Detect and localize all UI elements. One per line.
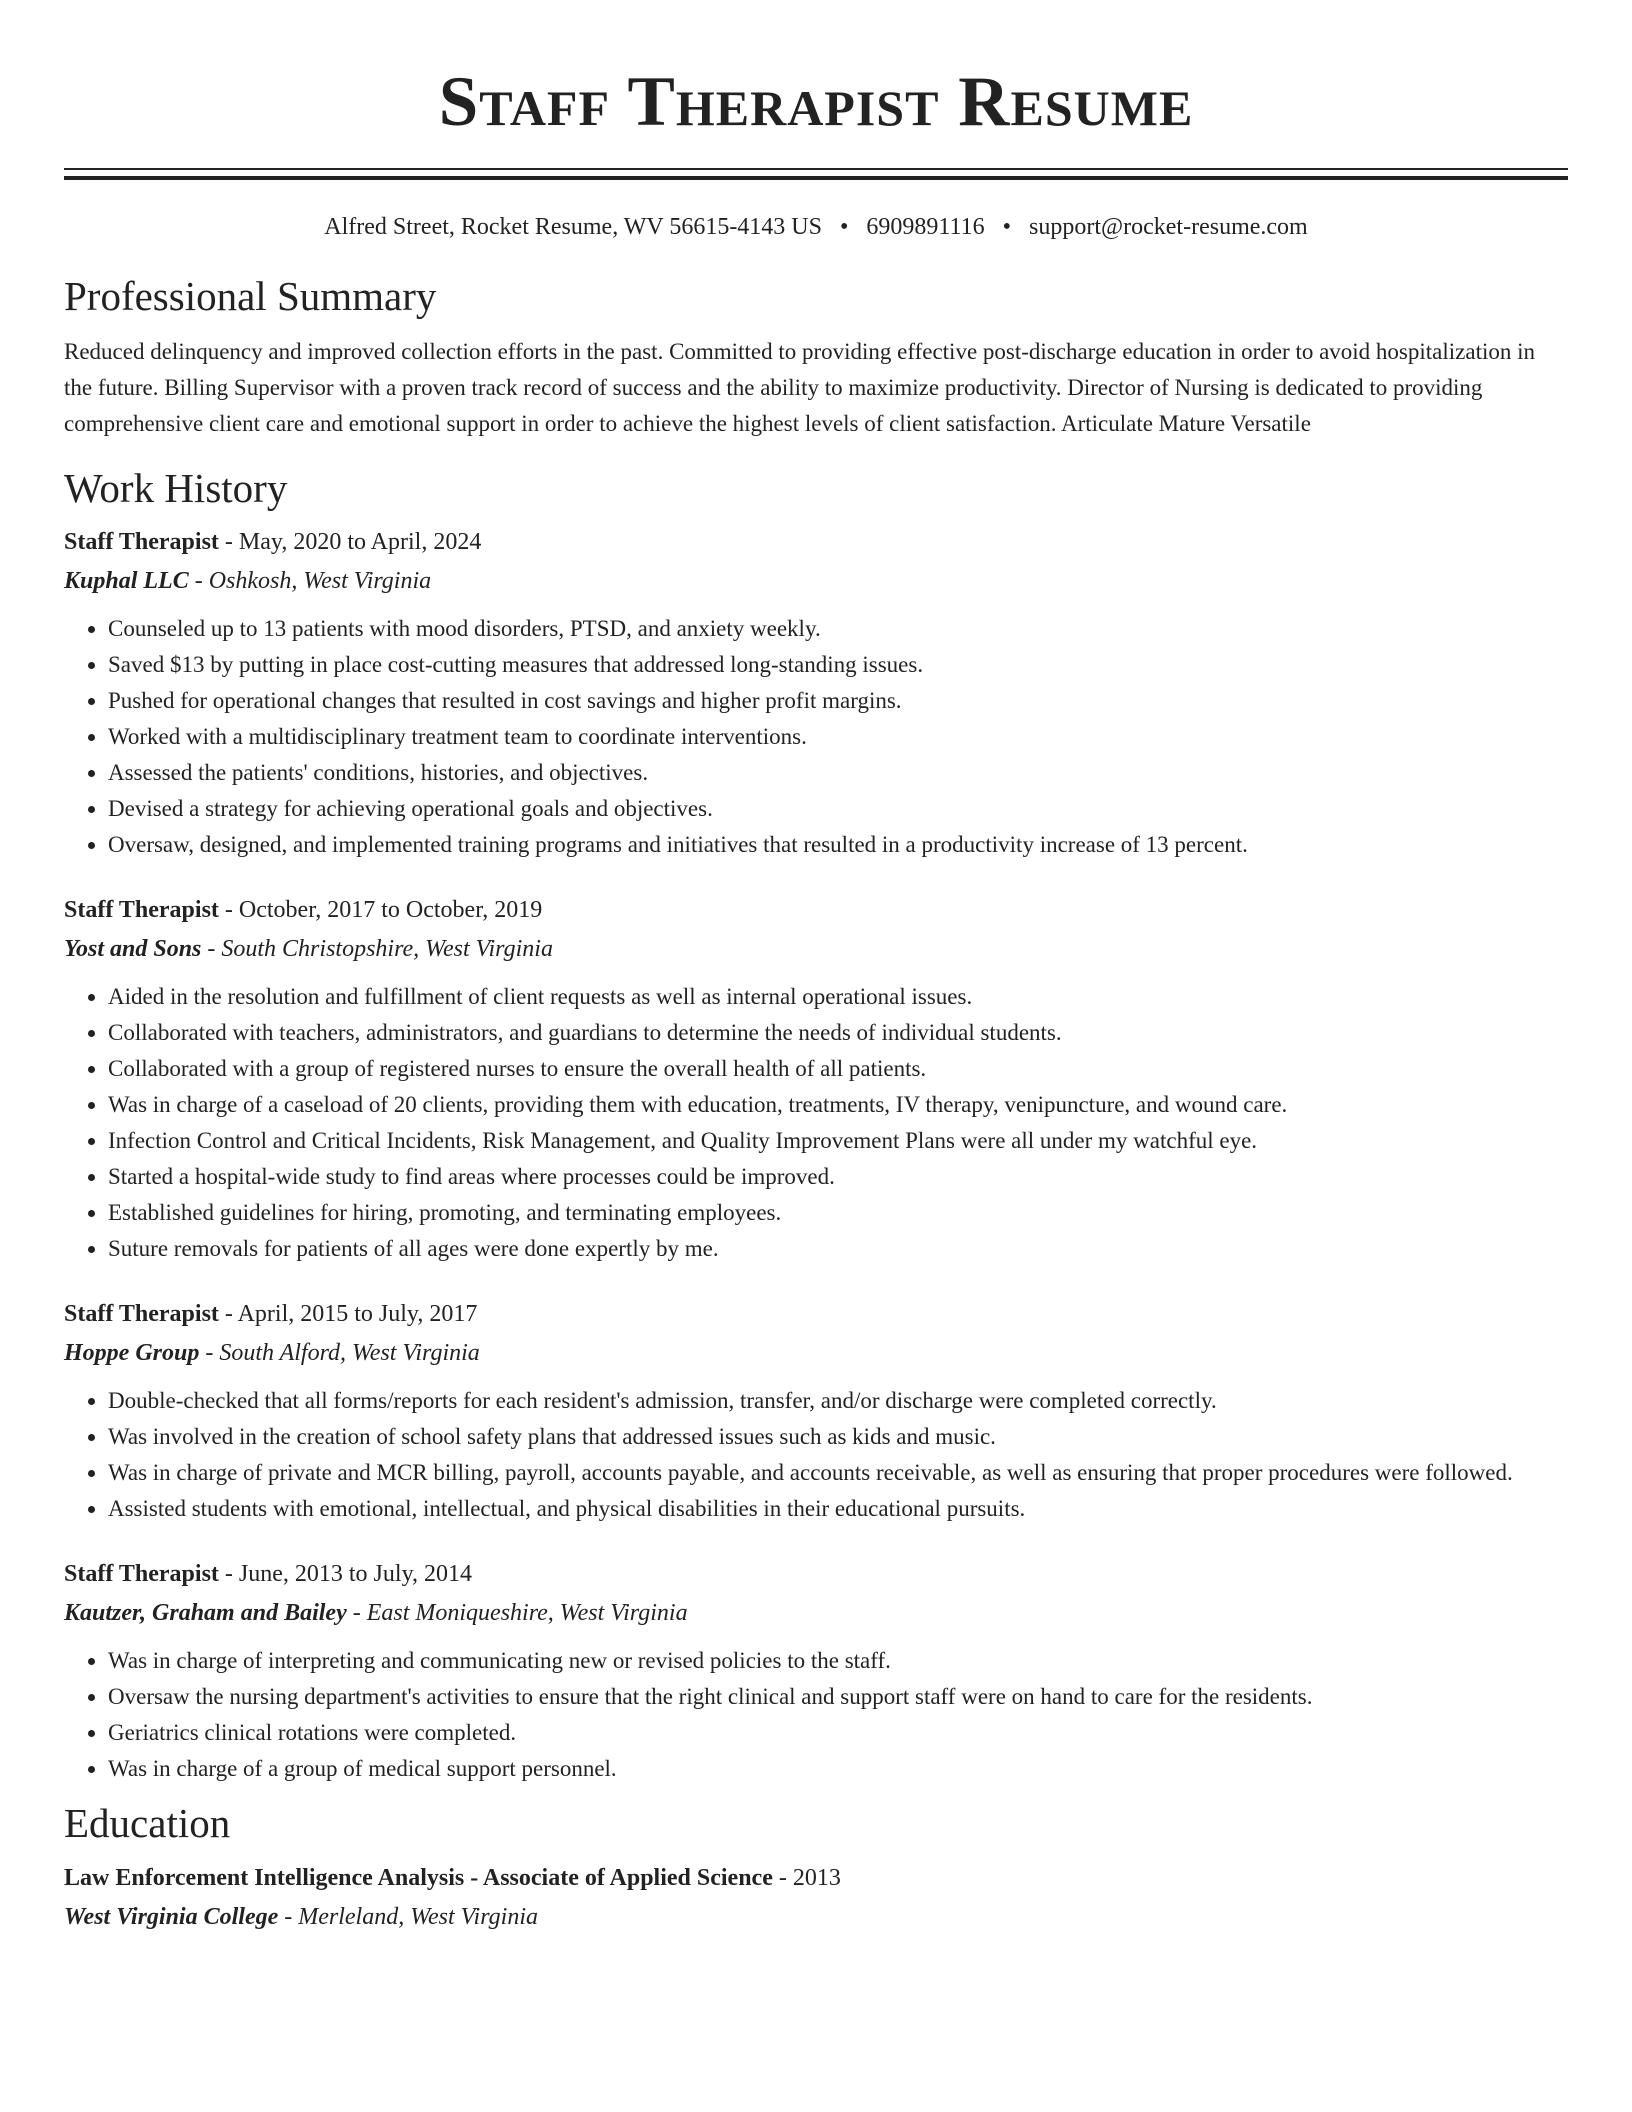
job-bullet: • Geriatrics clinical rotations were completed. <box>108 1715 1568 1751</box>
job-bullet: • Infection Control and Critical Incidents, Risk Management, and Quality Improvement Plans were all under my watchful eye. <box>108 1123 1568 1159</box>
contact-line <box>64 212 1568 242</box>
education-year: - 2013 <box>772 1865 841 1891</box>
job-location: - East Moniqueshire, West Virginia <box>346 1600 688 1626</box>
work-history-heading: Work History <box>64 465 288 511</box>
job-header <box>64 1299 1568 1329</box>
job-employer <box>64 1338 1568 1368</box>
contact-separator: • <box>1002 214 1012 240</box>
contact-address: Alfred Street, Rocket Resume, WV 56615-4143 US <box>324 214 822 240</box>
job-dates: - April, 2015 to July, 2017 <box>218 1301 478 1327</box>
job-bullet-list <box>64 1383 1568 1527</box>
job-bullet: • Established guidelines for hiring, promoting, and terminating employees. <box>108 1195 1568 1231</box>
contact-separator: • <box>840 214 849 240</box>
job-company: Kautzer, Graham and Bailey <box>64 1600 347 1626</box>
job-location: - South Christopshire, West Virginia <box>201 936 553 962</box>
resume-content <box>64 0 1568 1932</box>
job-location: - Oshkosh, West Virginia <box>188 568 432 594</box>
job-title: Staff Therapist <box>64 1561 219 1587</box>
contact-phone: 6909891116 <box>866 214 985 240</box>
job-entry <box>64 527 1568 863</box>
job-bullet: • Collaborated with teachers, administrators, and guardians to determine the needs of individual students. <box>108 1015 1568 1051</box>
job-bullet: • Started a hospital-wide study to find areas where processes could be improved. <box>108 1159 1568 1195</box>
job-company: Kuphal LLC <box>64 568 189 594</box>
job-company: Yost and Sons <box>64 936 202 962</box>
job-list <box>64 527 1568 1787</box>
job-bullet-list <box>64 979 1568 1267</box>
job-header <box>64 1559 1568 1589</box>
job-bullet: • Was in charge of interpreting and communicating new or revised policies to the staff. <box>108 1643 1568 1679</box>
resume-title: Staff Therapist Resume <box>438 63 1194 141</box>
job-dates: - October, 2017 to October, 2019 <box>218 897 543 923</box>
job-bullet: • Was in charge of a group of medical support personnel. <box>108 1751 1568 1787</box>
title-divider-thin <box>64 168 1568 170</box>
job-header <box>64 527 1568 557</box>
job-bullet: • Assisted students with emotional, intellectual, and physical disabilities in their educational pursuits. <box>108 1491 1568 1527</box>
job-employer <box>64 1598 1568 1628</box>
job-bullet: • Assessed the patients' conditions, histories, and objectives. <box>108 755 1568 791</box>
contact-email: support@rocket-resume.com <box>1029 214 1308 240</box>
job-bullet-list <box>64 1643 1568 1787</box>
job-bullet: • Oversaw the nursing department's activities to ensure that the right clinical and support staff were on hand to care for the residents. <box>108 1679 1568 1715</box>
job-bullet: • Aided in the resolution and fulfillment of client requests as well as internal operational issues. <box>108 979 1568 1015</box>
education-school: West Virginia College <box>64 1904 279 1930</box>
job-dates: - June, 2013 to July, 2014 <box>218 1561 473 1587</box>
education-heading: Education <box>64 1800 231 1846</box>
job-bullet: • Pushed for operational changes that resulted in cost savings and higher profit margins. <box>108 683 1568 719</box>
job-bullet: • Double-checked that all forms/reports for each resident's admission, transfer, and/or discharge were completed correctly. <box>108 1383 1568 1419</box>
job-employer <box>64 934 1568 964</box>
job-employer <box>64 566 1568 596</box>
job-title: Staff Therapist <box>64 1301 219 1327</box>
job-dates: - May, 2020 to April, 2024 <box>218 529 482 555</box>
job-bullet: • Counseled up to 13 patients with mood disorders, PTSD, and anxiety weekly. <box>108 611 1568 647</box>
job-bullet: • Worked with a multidisciplinary treatment team to coordinate interventions. <box>108 719 1568 755</box>
job-header <box>64 895 1568 925</box>
job-bullet: • Was in charge of private and MCR billing, payroll, accounts payable, and accounts receivable, as well as ensuring that proper procedures were followed. <box>108 1455 1568 1491</box>
job-location: - South Alford, West Virginia <box>199 1340 480 1366</box>
job-entry <box>64 1299 1568 1527</box>
job-bullet: • Was in charge of a caseload of 20 clients, providing them with education, treatments, IV therapy, venipuncture, and wound care. <box>108 1087 1568 1123</box>
job-bullet: • Saved $13 by putting in place cost-cutting measures that addressed long-standing issues. <box>108 647 1568 683</box>
education-degree: Law Enforcement Intelligence Analysis - Associate of Applied Science <box>64 1865 773 1891</box>
education-institution <box>64 1902 1568 1932</box>
job-bullet: • Devised a strategy for achieving operational goals and objectives. <box>108 791 1568 827</box>
job-bullet-list <box>64 611 1568 863</box>
job-bullet: • Oversaw, designed, and implemented training programs and initiatives that resulted in a productivity increase of 13 percent. <box>108 827 1568 863</box>
job-entry <box>64 895 1568 1267</box>
job-entry <box>64 1559 1568 1787</box>
job-bullet: • Suture removals for patients of all ages were done expertly by me. <box>108 1231 1568 1267</box>
education-header <box>64 1863 1568 1893</box>
job-bullet: • Was involved in the creation of school safety plans that addressed issues such as kids and music. <box>108 1419 1568 1455</box>
education-entry <box>64 1863 1568 1932</box>
title-divider-thick <box>64 176 1568 180</box>
job-company: Hoppe Group <box>64 1340 200 1366</box>
job-title: Staff Therapist <box>64 529 219 555</box>
job-bullet: • Collaborated with a group of registered nurses to ensure the overall health of all patients. <box>108 1051 1568 1087</box>
summary-text: Reduced delinquency and improved collection efforts in the past. Committed to providing effective post-discharge education in order to avoid hospitalization in the future. Billing Supervisor with a proven track record of success and the ability to maximize productivity. Director of Nursing is dedicated to providing comprehensive client care and emotional support in order to achieve the highest levels of client satisfaction. Articulate Mature Versatile <box>64 339 1535 436</box>
education-location: - Merleland, West Virginia <box>278 1904 538 1930</box>
summary-heading: Professional Summary <box>64 273 437 319</box>
job-title: Staff Therapist <box>64 897 219 923</box>
